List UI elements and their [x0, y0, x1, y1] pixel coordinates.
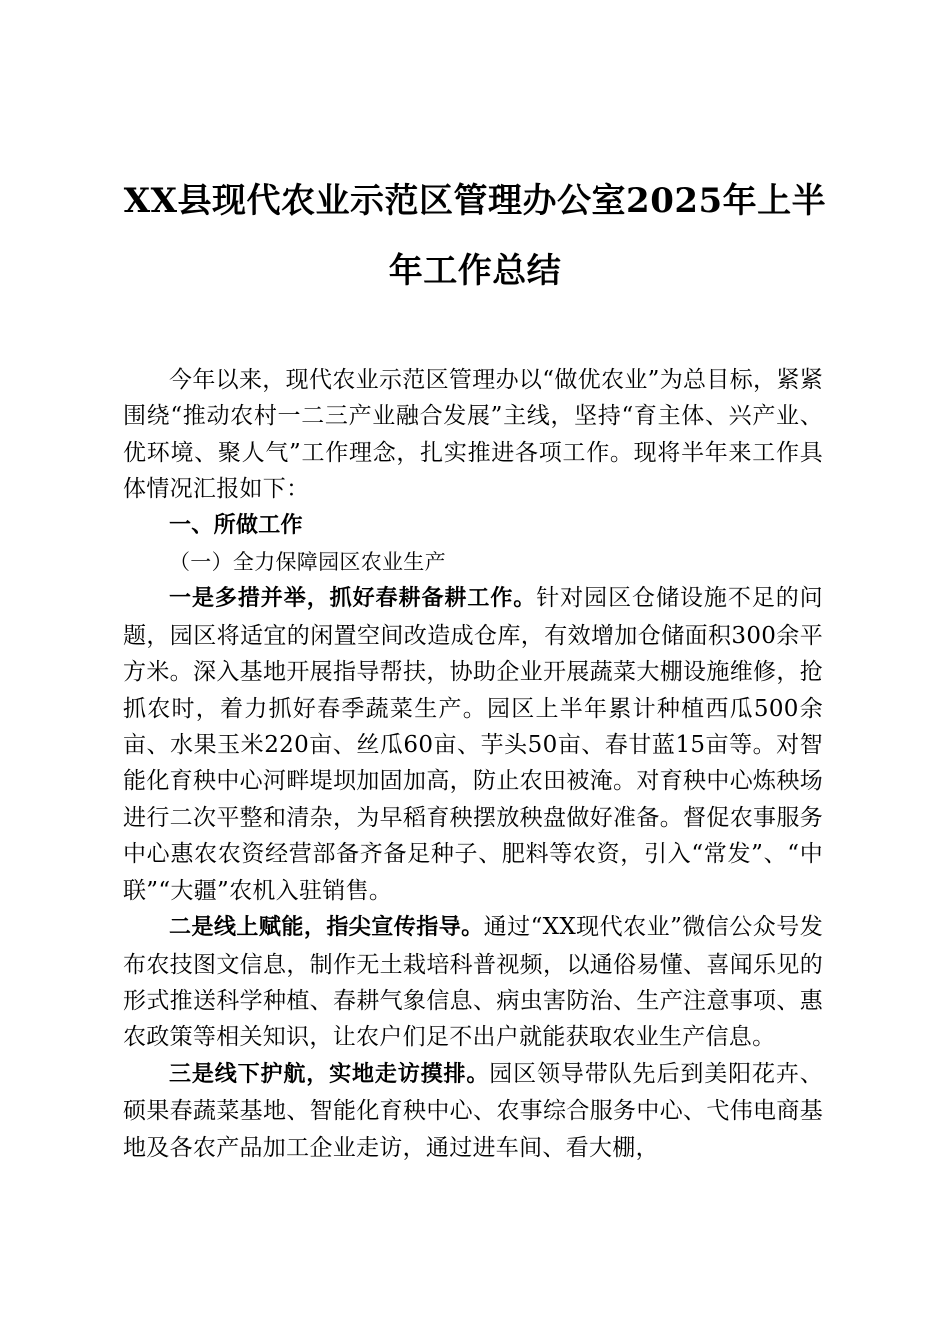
paragraph-3-text: 园区领导带队先后到美阳花卉、硕果春蔬菜基地、智能化育秧中心、农事综合服务中心、弋伟电商基地及各农产品加工企业走访，通过进车间、看大棚， — [123, 1060, 824, 1161]
paragraph-3-lead: 三是线下护航，实地走访摸排。 — [169, 1061, 490, 1087]
title-line-1: XX县现代农业示范区管理办公室2025年上半 — [123, 181, 827, 221]
document-title — [100, 166, 850, 306]
subsection-heading-1: （一）全力保障园区农业生产 — [169, 550, 446, 575]
paragraph-1-lead: 一是多措并举，抓好春耕备耕工作。 — [169, 586, 537, 612]
paragraph-1 — [123, 580, 823, 909]
title-line-2: 年工作总结 — [388, 251, 562, 291]
section-heading-1: 一、所做工作 — [169, 512, 303, 538]
paragraph-1-text: 针对园区仓储设施不足的问题，园区将适宜的闲置空间改造成仓库，有效增加仓储面积300余平方米。深入基地开展指导帮扶，协助企业开展蔬菜大棚设施维修，抢抓农时，着力抓好春季蔬菜生产。园区上半年累计种植西瓜500余亩、水果玉米220亩、丝瓜60亩、芋头50亩、春甘蓝15亩等。对智能化育秧中心河畔堤坝加固加高，防止农田被淹。对育秧中心炼秧场进行二次平整和清杂，为早稻育秧摆放秧盘做好准备。督促农事服务中心惠农农资经营部备齐备足种子、肥料等农资，引入“常发”、“中联”“大疆”农机入驻销售。 — [123, 585, 823, 904]
paragraph-2 — [123, 909, 823, 1056]
paragraph-2-text: 通过“XX现代农业”微信公众号发布农技图文信息，制作无土栽培科普视频，以通俗易懂、喜闻乐见的形式推送科学种植、春耕气象信息、病虫害防治、生产注意事项、惠农政策等相关知识，让农户们足不出户就能获取农业生产信息。 — [123, 914, 823, 1051]
intro-paragraph: 今年以来，现代农业示范区管理办以“做优农业”为总目标，紧紧围绕“推动农村一二三产业融合发展”主线，坚持“育主体、兴产业、优环境、聚人气”工作理念，扎实推进各项工作。现将半年来工作具体情况汇报如下： — [123, 367, 823, 503]
paragraph-2-lead: 二是线上赋能，指尖宣传指导。 — [169, 915, 484, 941]
paragraph-3 — [123, 1056, 823, 1166]
document-body — [123, 362, 823, 1166]
